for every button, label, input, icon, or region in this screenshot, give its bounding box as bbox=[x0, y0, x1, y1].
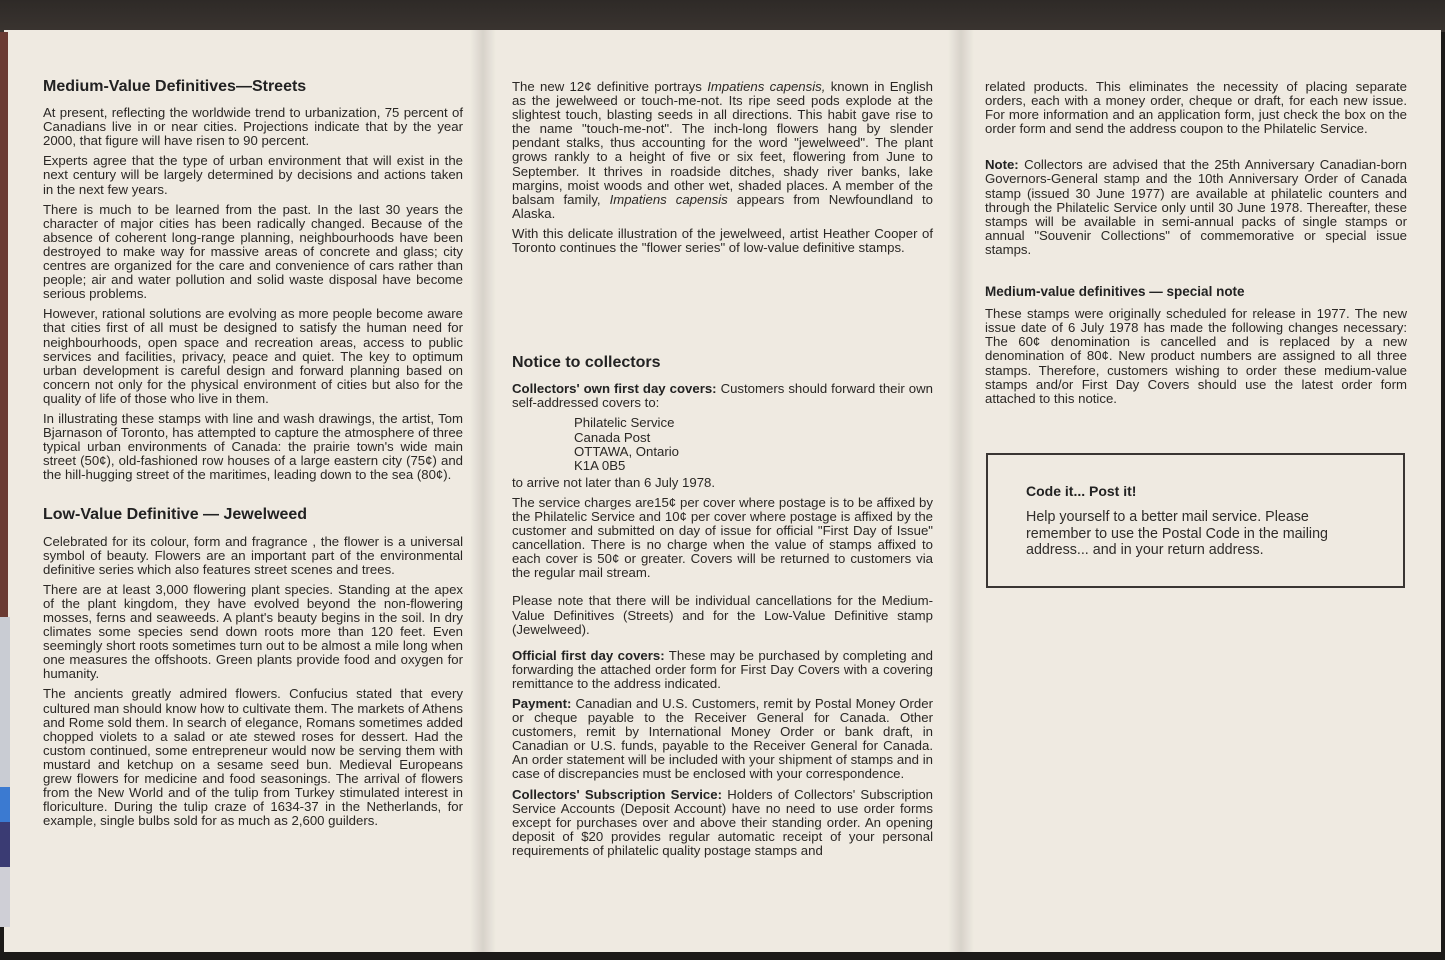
left-edge-light bbox=[0, 617, 10, 787]
address-line: Philatelic Service bbox=[574, 415, 675, 431]
fold-line-left bbox=[470, 30, 496, 952]
heading-jewelweed: Low-Value Definitive — Jewelweed bbox=[43, 506, 308, 524]
species-name: Impatiens capensis bbox=[609, 191, 728, 207]
panel-left bbox=[43, 80, 463, 834]
box-title: Code it... Post it! bbox=[1026, 483, 1137, 499]
artist-para: With this delicate illustration of the jewelweed, artist Heather Cooper of Toronto continues the "flower series" of low-value definitive stamps. bbox=[512, 225, 933, 256]
special-note-para: These stamps were originally scheduled for release in 1977. The new issue date of 6 July 1978 has made the following changes necessary: The 60¢ denomination is cancelled and is replaced by a new denomination of 80¢. New product numbers are assigned to all three stamps. Therefore, customers wishing to order these medium-value stamps and/or First Day Covers should use the latest order form attached to this notice. bbox=[985, 306, 1407, 406]
postal-code-box bbox=[986, 453, 1405, 588]
official-covers-para: Official first day covers: These may be purchased by completing and forwarding the attached order form for First Day Covers with a covering remittance to the address indicated. bbox=[512, 647, 933, 691]
jewelweed-para-3: The ancients greatly admired flowers. Confucius stated that every cultured man should know how to cultivate them. The markets of Athens and Rome sold them. In search of elegance, Romans sometimes added chopped violets to a salad or ate stewed roses for dessert. Had the custom continued, some entrepreneur would now be serving them with mustard and ketchup on a sesame seed bun. Medieval Europeans grew flowers for medicine and food seasonings. The arrival of flowers from the New World and of the tulip from Turkey stimulated interest in floriculture. During the tulip craze of 1634-37 in the Netherlands, for example, single bulbs sold for as much as 2,600 guilders. bbox=[43, 686, 463, 829]
impatiens-para: The new 12¢ definitive portrays Impatiens capensis, known in English as the jewelweed or touch-me-not. Its ripe seed pods explode at the slightest touch, blasting seeds in all directions. This habit gave rise to the name "touch-me-not". The inch-long flowers hang by slender pendant stalks, thus accounting for the word "jewelweed". The plant grows rankly to a height of five or six feet, flowering from June to September. It thrives in roadside ditches, shady river banks, lake margins, moist woods and other wet, shaded places. A member of the balsam family, Impatiens capensis appears from Newfoundland to Alaska. bbox=[512, 79, 933, 221]
subscription-para: Collectors' Subscription Service: Holders of Collectors' Subscription Service Accounts (Deposit Account) have no need to use order forms except for purchases over and above their standing order. An opening deposit of $20 provides regular automatic receipt of your personal requirements of philatelic quality postage stamps and bbox=[512, 786, 934, 858]
heading-streets: Medium-Value Definitives—Streets bbox=[43, 78, 307, 95]
own-covers-para: Collectors' own first day covers: Customers should forward their own self-addressed covers to: bbox=[512, 381, 934, 411]
streets-para-1: At present, reflecting the worldwide trend to urbanization, 75 percent of Canadians live in or near cities. Projections indicate that by the year 2000, that figure will have risen to 90 percent. bbox=[43, 105, 463, 149]
scan-top-edge bbox=[0, 0, 1445, 32]
heading-notice: Notice to collectors bbox=[512, 354, 661, 372]
note-para: Note: Collectors are advised that the 25th Anniversary Canadian-born Governors-General stamp and the 10th Anniversary Order of Canada stamp (issued 30 June 1977) are available at philatelic counters and through the Philatelic Service only until 30 June 1978. Thereafter, these stamps will be available in semi-annual packs of single stamps or annual "Souvenir Collections" of commemorative or special issue stamps. bbox=[985, 157, 1407, 257]
jewelweed-para-1: Celebrated for its colour, form and fragrance , the flower is a universal symbol of beauty. Flowers are an important part of the environmental definitive series which also features street scenes and trees. bbox=[43, 533, 463, 577]
address-line: Canada Post bbox=[574, 429, 651, 445]
species-name: Impatiens capensis, bbox=[707, 79, 826, 94]
jewelweed-para-2: There are at least 3,000 flowering plant species. Standing at the apex of the plant kingdom, they have evolved beyond the non-flowering mosses, ferns and seaweeds. A plant's beauty begins in the soil. In dry climates some species send down roots more than 120 feet. Even seemingly short roots sometimes turn out to be almost a mile long when one measures the offshoots. Green plants provide food and oxygen for humanity. bbox=[43, 581, 463, 682]
payment-para: Payment: Canadian and U.S. Customers, remit by Postal Money Order or cheque payable to the Receiver General for Canada. Other customers, remit by International Money Order or bank draft, in Canadian or U.S. funds, payable to the Receiver General for Canada. An order statement will be included with your shipment of stamps and in case of discrepancies must be enclosed with your correspondence. bbox=[512, 696, 933, 782]
streets-para-5: In illustrating these stamps with line and wash drawings, the artist, Tom Bjarnason of Toronto, has attempted to capture the atmosphere of three typical urban environments of Canada: the prairie town's wide main street (50¢), old-fashioned row houses of a large eastern city (75¢) and the hill-hugging street of the maritimes, leading down to the sea (80¢). bbox=[43, 410, 463, 483]
mailing-address bbox=[512, 416, 933, 472]
address-line: K1A 0B5 bbox=[574, 457, 626, 473]
left-edge-brown bbox=[0, 32, 8, 617]
box-message: Help yourself to a better mail service. Please remember to use the Postal Code in the mailing address... and in your return address. bbox=[1026, 509, 1328, 558]
arrival-deadline: to arrive not later than 6 July 1978. bbox=[512, 474, 716, 490]
streets-para-3: There is much to be learned from the past. In the last 30 years the character of major cities has been radically changed. Because of the absence of coherent long-range planning, neighbourhoods have been destroyed to make way for massive areas of concrete and glass; city centres are organized for the care and convenience of cars rather than people; air and water pollution and solid waste disposal have become serious problems. bbox=[43, 201, 463, 302]
panel-right bbox=[985, 80, 1407, 412]
fold-line-right bbox=[948, 30, 974, 952]
cancellations-para: Please note that there will be individual cancellations for the Medium-Value Definitives (Streets) and for the Low-Value Definitive stamp (Jewelweed). bbox=[512, 593, 933, 637]
service-charges-para: The service charges are15¢ per cover where postage is to be affixed by the Philatelic Service and 10¢ per cover where postage is affixed by the customer and submitted on day of issue for official "First Day of Issue" cancellation. There is no charge when the value of stamps affixed to each cover is 50¢ or greater. Covers will be returned to customers via the regular mail stream. bbox=[512, 494, 933, 581]
address-line: OTTAWA, Ontario bbox=[574, 443, 680, 459]
streets-para-4: However, rational solutions are evolving as more people become aware that cities first of all must be designed to satisfy the human need for neighbourhoods, open space and recreation areas, access to public services and facilities, privacy, peace and quiet. The key to optimum urban development is careful design and forward planning based on concern not only for the physical environment of cities but also for the quality of life of those who live in them. bbox=[43, 306, 463, 406]
heading-special-note: Medium-value definitives — special note bbox=[985, 284, 1245, 300]
left-edge-grey bbox=[0, 867, 10, 927]
streets-para-2: Experts agree that the type of urban environment that will exist in the next century will be largely determined by decisions and actions taken in the next few years. bbox=[43, 153, 463, 197]
panel-middle bbox=[512, 80, 933, 864]
subscription-continued: related products. This eliminates the necessity of placing separate orders, each with a money order, cheque or draft, for each new issue. For more information and an application form, just check the box on the order form and send the address coupon to the Philatelic Service. bbox=[985, 79, 1407, 137]
left-edge-blue bbox=[0, 787, 10, 822]
left-edge-navy bbox=[0, 822, 10, 867]
